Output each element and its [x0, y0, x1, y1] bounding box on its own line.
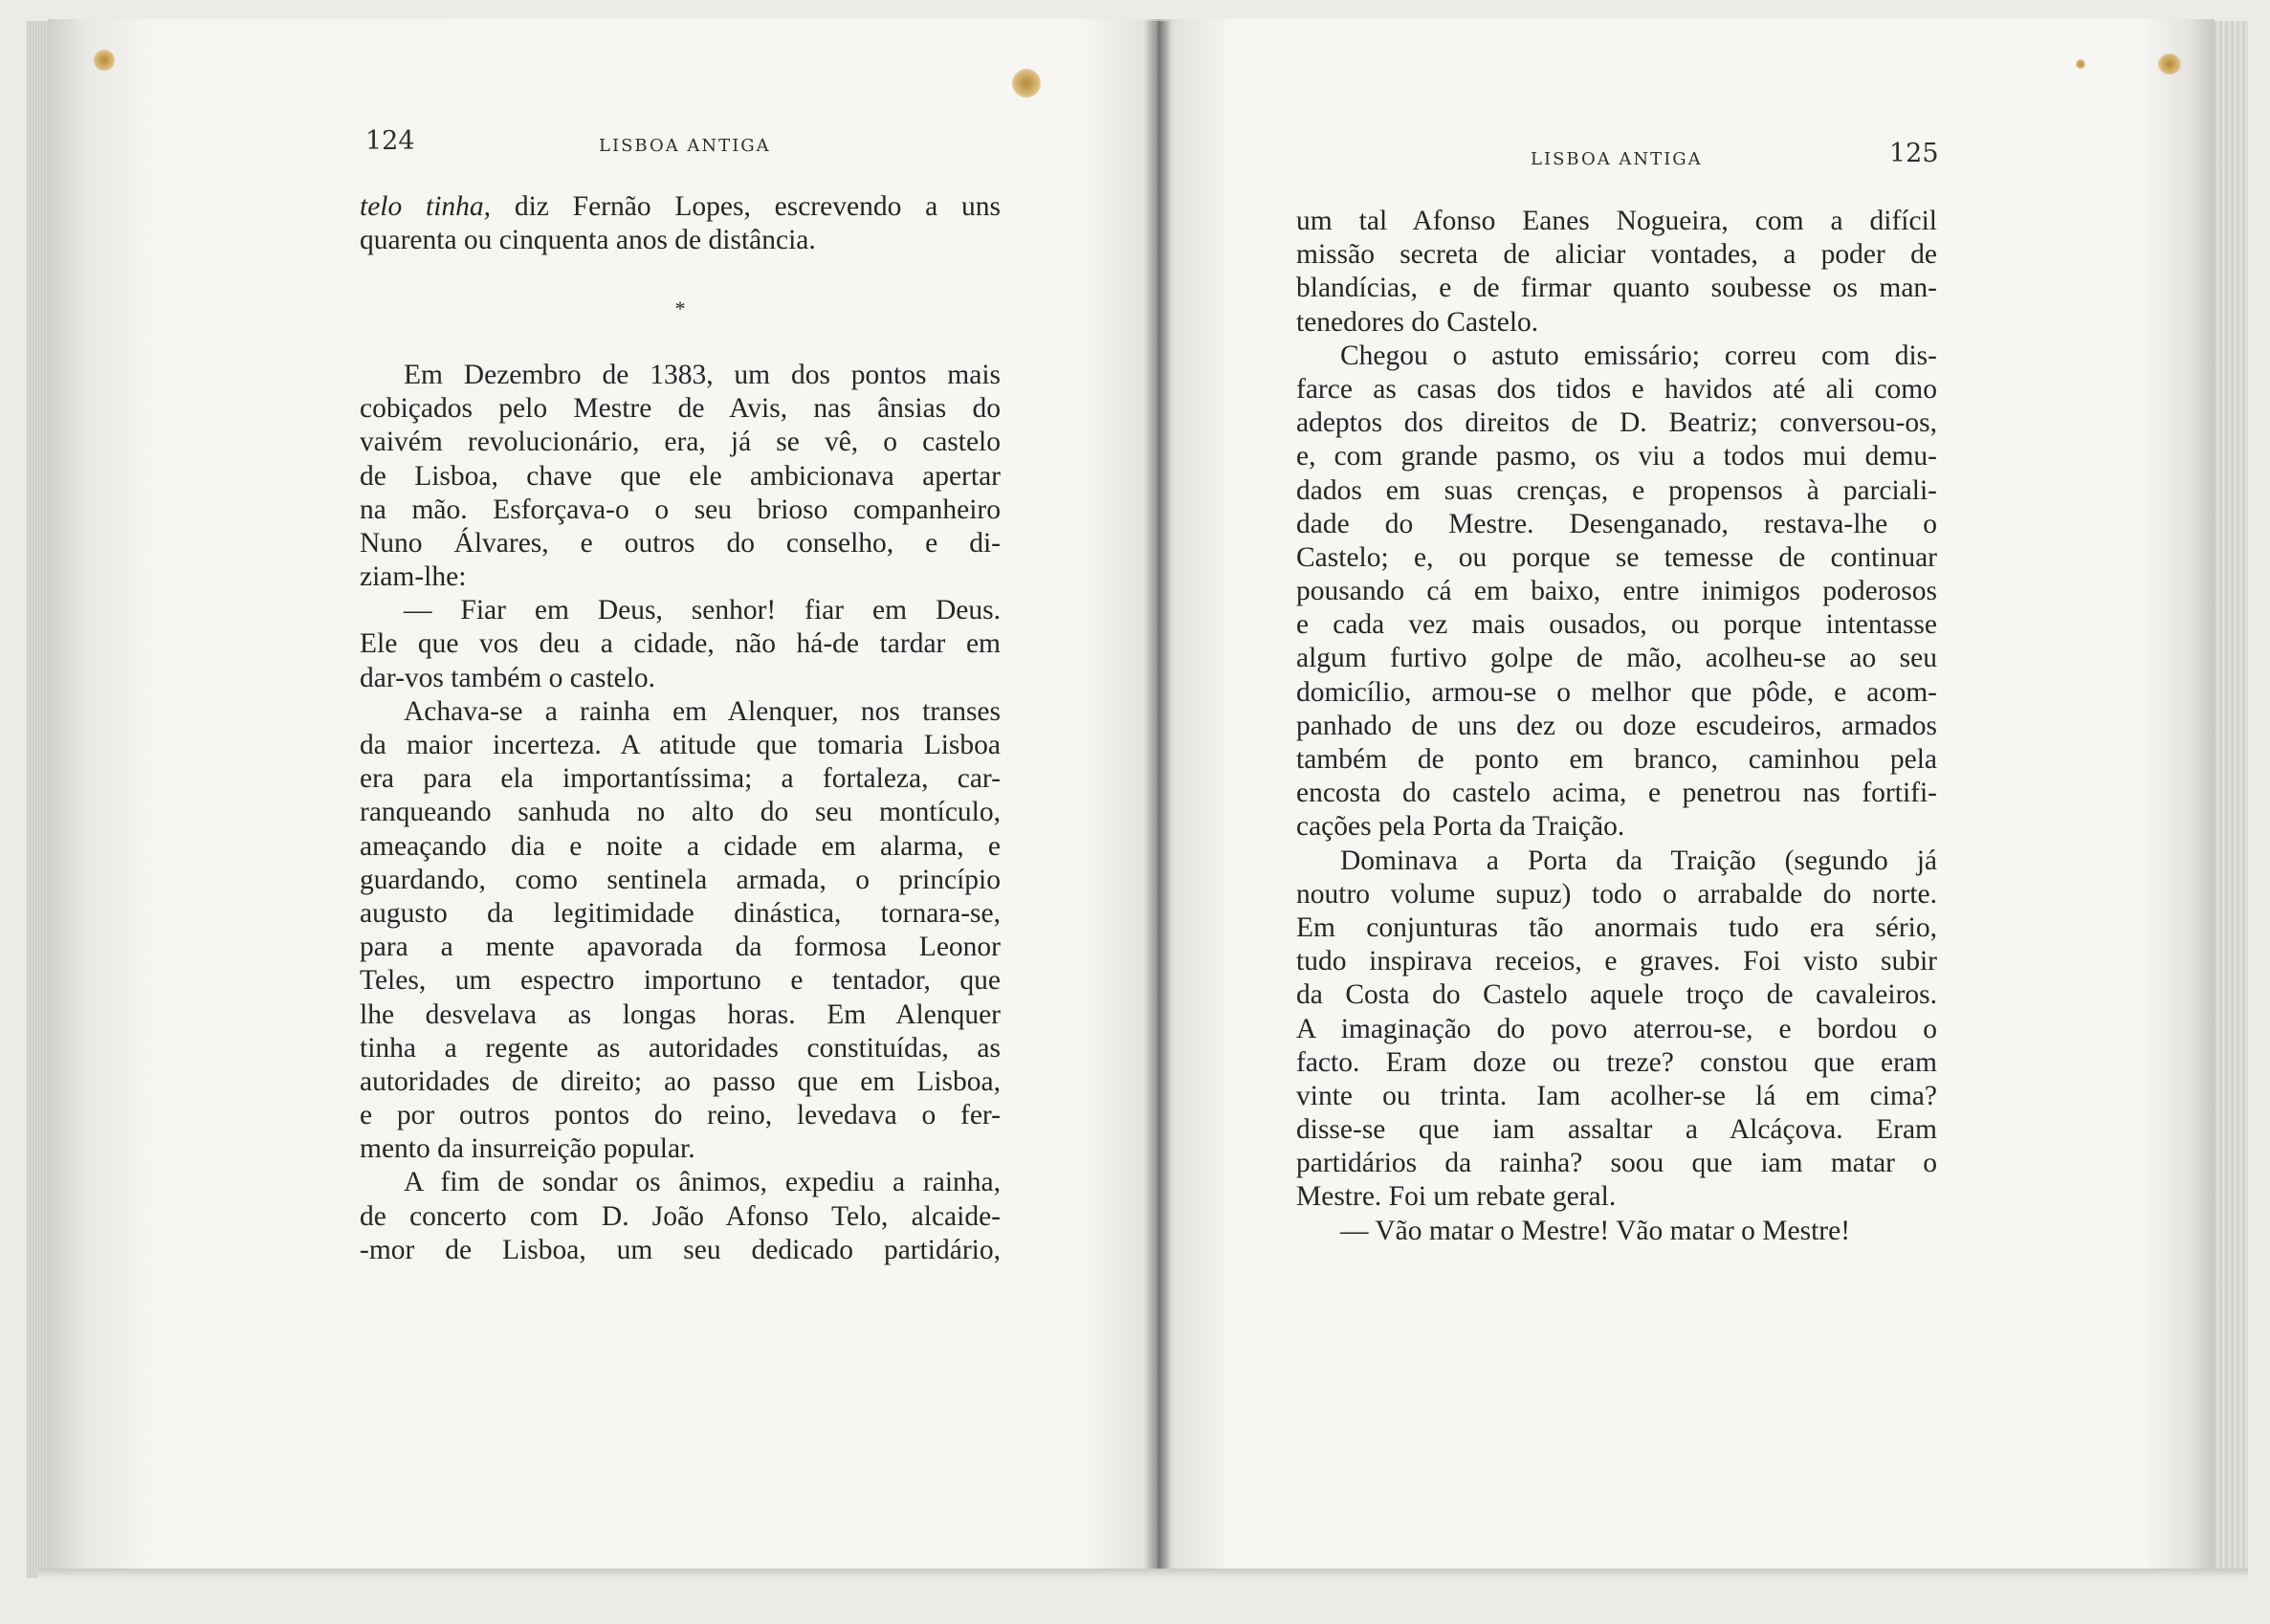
text-line: de concerto com D. João Afonso Telo, alcaide-: [360, 1200, 1001, 1232]
text-line: mento da insurreição popular.: [360, 1133, 695, 1165]
text-line: facto. Eram doze ou treze? constou que eram: [1296, 1046, 1937, 1078]
foxing-stain: [2076, 59, 2085, 69]
text-line: panhado de uns dez ou doze escudeiros, armados: [1296, 710, 1937, 741]
text-line: encosta do castelo acima, e penetrou nas fortifi-: [1296, 778, 1937, 809]
text-line: telo tinha, diz Fernão Lopes, escrevendo a uns: [360, 191, 1001, 222]
text-line: da Costa do Castelo aquele troço de cavaleiros.: [1296, 979, 1937, 1011]
text-line: era para ela importantíssima; a fortaleza, car-: [360, 763, 1001, 795]
text-line: Chegou o astuto emissário; correu com dis-: [1340, 340, 1937, 371]
text-line: blandícias, e de firmar quanto soubesse os man-: [1296, 273, 1937, 304]
section-break-asterisk: *: [674, 296, 686, 320]
text-line: da maior incerteza. A atitude que tomaria Lisboa: [360, 730, 1001, 760]
text-line: farce as casas dos tidos e havidos até ali como: [1296, 373, 1937, 405]
text-line: vinte ou trinta. Iam acolher-se lá em cima?: [1296, 1080, 1937, 1111]
text-line: Teles, um espectro importuno e tentador, que: [360, 965, 1001, 997]
foxing-stain: [94, 50, 115, 71]
text-line: e cada vez mais ousados, ou porque intentasse: [1296, 609, 1937, 641]
foxing-stain: [1012, 69, 1041, 98]
text-line: tudo inspirava receios, e graves. Foi visto subir: [1296, 946, 1937, 977]
text-line: cações pela Porta da Traição.: [1296, 811, 1625, 843]
text-line: noutro volume supuz) todo o arrabalde do norte.: [1296, 878, 1937, 910]
text-line: ameaçando dia e noite a cidade em alarma, e: [360, 830, 1001, 862]
text-line: adeptos dos direitos de D. Beatriz; conversou-os,: [1296, 407, 1937, 439]
text-line: missão secreta de aliciar vontades, a poder de: [1296, 239, 1937, 271]
text-line: ranqueando sanhuda no alto do seu montículo,: [360, 797, 1001, 828]
text-line: — Vão matar o Mestre! Vão matar o Mestre!: [1340, 1215, 1851, 1246]
text-line: Ele que vos deu a cidade, não há-de tardar em: [360, 628, 1001, 660]
text-line: guardando, como sentinela armada, o princípio: [360, 864, 1001, 895]
text-line: disse-se que iam assaltar a Alcáçova. Eram: [1296, 1114, 1937, 1146]
text-line: augusto da legitimidade dinástica, tornara-se,: [360, 897, 1001, 929]
text-line: cobiçados pelo Mestre de Avis, nas ânsias do: [360, 393, 1001, 425]
text-line: partidários da rainha? soou que iam matar o: [1296, 1148, 1937, 1179]
text-line: de Lisboa, chave que ele ambicionava apertar: [360, 460, 1001, 492]
text-line: Castelo; e, ou porque se temesse de continuar: [1296, 541, 1937, 573]
text-line: vaivém revolucionário, era, já se vê, o castelo: [360, 427, 1001, 458]
text-line: Mestre. Foi um rebate geral.: [1296, 1181, 1617, 1213]
left-running-title: LISBOA ANTIGA: [599, 136, 771, 156]
left-page-text: [360, 190, 1001, 1267]
right-page-text: [1296, 205, 1937, 1248]
text-line: quarenta ou cinquenta anos de distância.: [360, 225, 816, 256]
text-line: e, com grande pasmo, os viu a todos mui demu-: [1296, 441, 1937, 472]
text-line: pousando cá em baixo, entre inimigos poderosos: [1296, 576, 1937, 607]
left-page-number: 124: [365, 126, 415, 156]
text-line: tinha a regente as autoridades constituídas, as: [360, 1032, 1001, 1064]
text-line: dados em suas crenças, e propensos à parciali-: [1296, 474, 1937, 506]
text-line: Achava-se a rainha em Alenquer, nos transes: [404, 695, 1001, 727]
text-line: para a mente apavorada da formosa Leonor: [360, 932, 1001, 963]
text-line: na mão. Esforçava-o o seu brioso companheiro: [360, 494, 1001, 525]
text-line: dar-vos também o castelo.: [360, 662, 656, 693]
text-line: ziam-lhe:: [360, 561, 467, 593]
text-line: também de ponto em branco, caminhou pela: [1296, 744, 1937, 775]
text-line: — Fiar em Deus, senhor! fiar em Deus.: [404, 595, 1001, 626]
right-page-number: 125: [1889, 139, 1939, 168]
foxing-stain: [2158, 54, 2181, 75]
bottom-edge-shadow: [38, 1569, 2248, 1578]
right-running-title: LISBOA ANTIGA: [1531, 149, 1703, 169]
text-line: um tal Afonso Eanes Nogueira, com a difícil: [1296, 206, 1937, 236]
text-line: e por outros pontos do reino, levedava o fer-: [360, 1100, 1001, 1131]
text-line: tenedores do Castelo.: [1296, 306, 1539, 338]
text-line: dade do Mestre. Desenganado, restava-lhe o: [1296, 508, 1937, 539]
text-line: -mor de Lisboa, um seu dedicado partidário,: [360, 1234, 1001, 1265]
text-line: A fim de sondar os ânimos, expediu a rainha,: [404, 1167, 1001, 1198]
text-line: domicílio, armou-se o melhor que pôde, e acom-: [1296, 676, 1937, 708]
text-line: Dominava a Porta da Traição (segundo já: [1340, 845, 1937, 876]
text-line: Nuno Álvares, e outros do conselho, e di-: [360, 527, 1001, 559]
text-line: Em conjunturas tão anormais tudo era sério,: [1296, 911, 1937, 943]
text-line: Em Dezembro de 1383, um dos pontos mais: [404, 359, 1001, 390]
italic-quote: telo tinha,: [360, 191, 492, 222]
text-line: autoridades de direito; ao passo que em Lisboa,: [360, 1065, 1001, 1097]
text-line: A imaginação do povo aterrou-se, e bordou o: [1296, 1013, 1937, 1044]
text-line: lhe desvelava as longas horas. Em Alenquer: [360, 999, 1001, 1030]
book-gutter: [1144, 21, 1171, 1578]
text-line: algum furtivo golpe de mão, acolheu-se ao seu: [1296, 643, 1937, 674]
